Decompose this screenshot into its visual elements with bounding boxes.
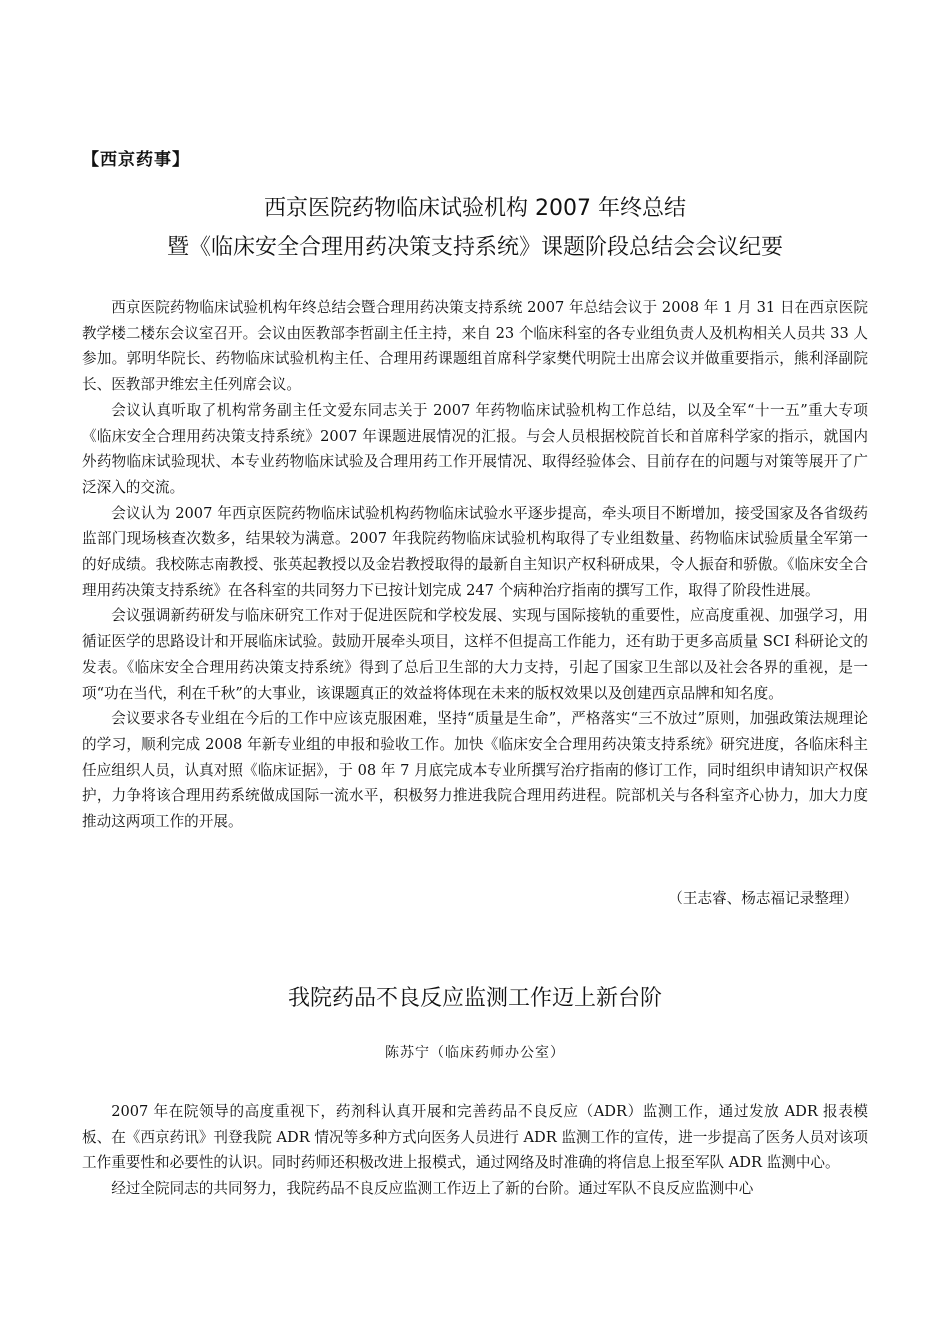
- article1-body: [82, 295, 868, 835]
- article1-paragraph: 会议强调新药研发与临床研究工作对于促进医院和学校发展、实现与国际接轨的重要性，应高度重视、加强学习，用循证医学的思路设计和开展临床试验。鼓励开展牵头项目，这样不但提高工作能力，还有助于更多高质量 SCI 科研论文的发表。《临床安全合理用药决策支持系统》得到了总后卫生部的大力支持，引起了国家卫生部以及社会各界的重视，是一项“功在当代，利在千秋”的大事业，该课题真正的效益将体现在未来的版权效果以及创建西京品牌和知名度。: [82, 607, 868, 702]
- article2-author: 陈苏宁（临床药师办公室）: [385, 1045, 565, 1061]
- article1-title-line1: 西京医院药物临床试验机构 2007 年终总结: [264, 196, 686, 221]
- article2-paragraph: 2007 年在院领导的高度重视下，药剂科认真开展和完善药品不良反应（ADR）监测工作，通过发放 ADR 报表模板、在《西京药讯》刊登我院 ADR 情况等多种方式向医务人员进行 ADR 监测工作的宣传，进一步提高了医务人员对该项工作重要性和必要性的认识。同时药师还积极改进上报模式，通过网络及时准确的将信息上报至军队 ADR 监测中心。: [82, 1103, 868, 1172]
- article1-signature: （王志睿、杨志福记录整理）: [668, 890, 858, 907]
- article2-paragraph: 经过全院同志的共同努力，我院药品不良反应监测工作迈上了新的台阶。通过军队不良反应监测中心: [111, 1180, 754, 1198]
- article1-paragraph: 会议认为 2007 年西京医院药物临床试验机构药物临床试验水平逐步提高，牵头项目不断增加，接受国家及各省级药监部门现场核查次数多，结果较为满意。2007 年我院药物临床试验机构取得了专业组数量、药物临床试验质量全军第一的好成绩。我校陈志南教授、张英起教授以及金岩教授取得的最新自主知识产权科研成果，令人振奋和骄傲。《临床安全合理用药决策支持系统》在各科室的共同努力下已按计划完成 247 个病种治疗指南的撰写工作，取得了阶段性进展。: [82, 504, 868, 599]
- article1-paragraph: 西京医院药物临床试验机构年终总结会暨合理用药决策支持系统 2007 年总结会议于 2008 年 1 月 31 日在西京医院教学楼二楼东会议室召开。会议由医教部李哲副主任主持，来自 23 个临床科室的各专业组负责人及机构相关人员共 33 人参加。郭明华院长、药物临床试验机构主任、合理用药课题组首席科学家樊代明院士出席会议并做重要指示，熊利泽副院长、医教部尹维宏主任列席会议。: [82, 299, 868, 394]
- article2-title: 我院药品不良反应监测工作迈上新台阶: [287, 986, 662, 1011]
- section-tag: 【西京药事】: [82, 150, 190, 170]
- article1-paragraph: 会议认真听取了机构常务副主任文爱东同志关于 2007 年药物临床试验机构工作总结，以及全军“十一五”重大专项《临床安全合理用药决策支持系统》2007 年课题进展情况的汇报。与会人员根据校院首长和首席科学家的指示，就国内外药物临床试验现状、本专业药物临床试验及合理用药工作开展情况、取得经验体会、目前存在的问题与对策等展开了广泛深入的交流。: [82, 401, 868, 496]
- article1-title-line2: 暨《临床安全合理用药决策支持系统》课题阶段总结会会议纪要: [166, 235, 783, 260]
- article2-body: [82, 1099, 868, 1202]
- article1-paragraph: 会议要求各专业组在今后的工作中应该克服困难，坚持“质量是生命”，严格落实“三不放过”原则，加强政策法规理论的学习，顺利完成 2008 年新专业组的申报和验收工作。加快《临床安全合理用药决策支持系统》研究进度，各临床科主任应组织人员，认真对照《临床证据》，于 08 年 7 月底完成本专业所撰写治疗指南的修订工作，同时组织申请知识产权保护，力争将该合理用药系统做成国际一流水平，积极努力推进我院合理用药进程。院部机关与各科室齐心协力，加大力度推动这两项工作的开展。: [82, 710, 868, 831]
